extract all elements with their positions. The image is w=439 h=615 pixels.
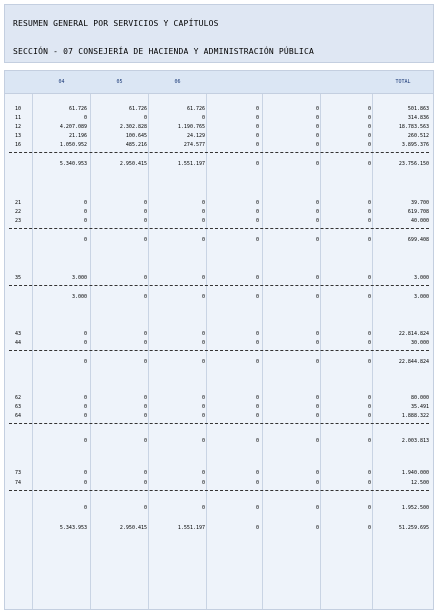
- cell-col6: 0: [367, 470, 371, 476]
- cell-05: 0: [143, 115, 147, 121]
- cell-col6: 0: [367, 200, 371, 206]
- cell-col6: 0: [367, 209, 371, 215]
- cell-04: 0: [83, 505, 87, 511]
- cell-col4: 0: [255, 115, 259, 121]
- cell-col5: 0: [315, 359, 319, 365]
- cell-05: 0: [143, 359, 147, 365]
- cell-total: 3.000: [413, 294, 429, 300]
- row-code: 10: [15, 106, 22, 112]
- subtotal-separator: [9, 285, 429, 286]
- cell-col6: 0: [367, 404, 371, 410]
- cell-05: 2.950.415: [119, 161, 147, 167]
- cell-col6: 0: [367, 106, 371, 112]
- row-code: 43: [15, 331, 22, 337]
- cell-col5: 0: [315, 340, 319, 346]
- subtotal-row: [5, 160, 433, 168]
- cell-05: 0: [143, 395, 147, 401]
- subtotal-separator: [9, 228, 429, 229]
- cell-col4: 0: [255, 413, 259, 419]
- cell-06: 0: [201, 115, 205, 121]
- cell-total: 18.783.563: [398, 124, 429, 130]
- cell-05: 0: [143, 209, 147, 215]
- cell-col6: 0: [367, 115, 371, 121]
- cell-04: 5.340.953: [59, 161, 87, 167]
- cell-05: 485.216: [125, 142, 147, 148]
- cell-total: 1.940.000: [401, 470, 429, 476]
- cell-col4: 0: [255, 331, 259, 337]
- cell-col4: 0: [255, 340, 259, 346]
- cell-04: 3.000: [71, 275, 87, 281]
- cell-col4: 0: [255, 438, 259, 444]
- table-row: [5, 403, 433, 411]
- cell-06: 0: [201, 413, 205, 419]
- cell-05: 0: [143, 200, 147, 206]
- cell-col5: 0: [315, 161, 319, 167]
- cell-06: 0: [201, 480, 205, 486]
- cell-col6: 0: [367, 124, 371, 130]
- table-row: [5, 412, 433, 420]
- cell-col5: 0: [315, 331, 319, 337]
- cell-04: 0: [83, 438, 87, 444]
- row-code: 23: [15, 218, 22, 224]
- subtotal-separator: [9, 490, 429, 491]
- column-header-04: 04: [58, 79, 65, 85]
- cell-total: 40.000: [410, 218, 429, 224]
- cell-total: 1.952.500: [401, 505, 429, 511]
- cell-col4: 0: [255, 218, 259, 224]
- column-header-05: 05: [116, 79, 123, 85]
- row-code: 44: [15, 340, 22, 346]
- cell-04: 61.726: [68, 106, 87, 112]
- cell-col4: 0: [255, 237, 259, 243]
- cell-06: 0: [201, 470, 205, 476]
- table-row: [5, 114, 433, 122]
- cell-col6: 0: [367, 161, 371, 167]
- cell-05: 0: [143, 480, 147, 486]
- column-header-row: [5, 71, 433, 94]
- column-header-blank: [321, 71, 372, 93]
- table-row: [5, 141, 433, 149]
- cell-total: 501.863: [407, 106, 429, 112]
- cell-col4: 0: [255, 480, 259, 486]
- cell-col5: 0: [315, 209, 319, 215]
- cell-col6: 0: [367, 275, 371, 281]
- cell-04: 0: [83, 480, 87, 486]
- cell-col4: 0: [255, 275, 259, 281]
- cell-total: 23.756.150: [398, 161, 429, 167]
- cell-04: 5.343.953: [59, 525, 87, 531]
- cell-col6: 0: [367, 218, 371, 224]
- cell-06: 0: [201, 438, 205, 444]
- column-header-blank: [207, 71, 262, 93]
- cell-col6: 0: [367, 359, 371, 365]
- grand-total-row: [5, 524, 433, 532]
- subtotal-separator: [9, 350, 429, 351]
- cell-col5: 0: [315, 480, 319, 486]
- table-row: [5, 123, 433, 131]
- cell-06: 0: [201, 294, 205, 300]
- cell-04: 3.000: [71, 294, 87, 300]
- subtotal-row: [5, 236, 433, 244]
- cell-06: 24.129: [186, 133, 205, 139]
- row-code: 74: [15, 480, 22, 486]
- table-row: [5, 394, 433, 402]
- cell-06: 0: [201, 331, 205, 337]
- cell-col5: 0: [315, 395, 319, 401]
- cell-total: 3.000: [413, 275, 429, 281]
- cell-col6: 0: [367, 237, 371, 243]
- cell-05: 0: [143, 470, 147, 476]
- table-row: [5, 217, 433, 225]
- cell-total: 12.500: [410, 480, 429, 486]
- cell-06: 0: [201, 237, 205, 243]
- cell-col5: 0: [315, 218, 319, 224]
- cell-04: 0: [83, 359, 87, 365]
- cell-06: 0: [201, 404, 205, 410]
- cell-col6: 0: [367, 395, 371, 401]
- cell-total: 35.491: [410, 404, 429, 410]
- cell-05: 0: [143, 438, 147, 444]
- cell-06: 0: [201, 200, 205, 206]
- cell-col4: 0: [255, 133, 259, 139]
- cell-05: 0: [143, 404, 147, 410]
- cell-col4: 0: [255, 294, 259, 300]
- cell-col5: 0: [315, 200, 319, 206]
- cell-04: 0: [83, 237, 87, 243]
- cell-06: 61.726: [186, 106, 205, 112]
- cell-col5: 0: [315, 525, 319, 531]
- table-row: [5, 479, 433, 487]
- cell-total: 22.814.824: [398, 331, 429, 337]
- table-row: [5, 469, 433, 477]
- row-code: 16: [15, 142, 22, 148]
- cell-06: 0: [201, 209, 205, 215]
- cell-col4: 0: [255, 209, 259, 215]
- cell-col4: 0: [255, 200, 259, 206]
- cell-05: 0: [143, 237, 147, 243]
- row-code: 11: [15, 115, 22, 121]
- cell-04: 0: [83, 209, 87, 215]
- summary-table: [4, 70, 434, 610]
- subtotal-row: [5, 293, 433, 301]
- cell-04: 0: [83, 470, 87, 476]
- cell-col4: 0: [255, 124, 259, 130]
- cell-col5: 0: [315, 470, 319, 476]
- cell-04: 0: [83, 413, 87, 419]
- row-code: 12: [15, 124, 22, 130]
- cell-total: 314.836: [407, 115, 429, 121]
- cell-col4: 0: [255, 395, 259, 401]
- column-header-blank: [263, 71, 320, 93]
- cell-06: 1.190.765: [177, 124, 205, 130]
- subtotal-row: [5, 358, 433, 366]
- table-row: [5, 105, 433, 113]
- table-row: [5, 132, 433, 140]
- cell-total: 699.408: [407, 237, 429, 243]
- cell-total: 3.895.376: [401, 142, 429, 148]
- section-title: SECCIÓN - 07 CONSEJERÍA DE HACIENDA Y ADMINISTRACIÓN PÚBLICA: [13, 47, 314, 56]
- cell-05: 2.950.415: [119, 525, 147, 531]
- cell-col6: 0: [367, 133, 371, 139]
- cell-total: 619.708: [407, 209, 429, 215]
- cell-05: 0: [143, 275, 147, 281]
- subtotal-separator: [9, 423, 429, 424]
- cell-05: 0: [143, 294, 147, 300]
- cell-05: 0: [143, 413, 147, 419]
- cell-total: 260.512: [407, 133, 429, 139]
- cell-col4: 0: [255, 505, 259, 511]
- cell-06: 1.551.197: [177, 525, 205, 531]
- cell-col5: 0: [315, 115, 319, 121]
- cell-total: 80.000: [410, 395, 429, 401]
- cell-04: 0: [83, 218, 87, 224]
- cell-col4: 0: [255, 161, 259, 167]
- cell-col4: 0: [255, 359, 259, 365]
- cell-04: 0: [83, 200, 87, 206]
- row-code: 73: [15, 470, 22, 476]
- cell-col5: 0: [315, 438, 319, 444]
- cell-06: 1.551.197: [177, 161, 205, 167]
- cell-05: 0: [143, 218, 147, 224]
- column-header-total: TOTAL: [395, 79, 411, 85]
- cell-col5: 0: [315, 413, 319, 419]
- cell-04: 0: [83, 115, 87, 121]
- row-code: 13: [15, 133, 22, 139]
- cell-col5: 0: [315, 124, 319, 130]
- cell-05: 0: [143, 331, 147, 337]
- report-title: RESUMEN GENERAL POR SERVICIOS Y CAPÍTULOS: [13, 19, 219, 28]
- cell-col5: 0: [315, 294, 319, 300]
- cell-05: 100.645: [125, 133, 147, 139]
- row-code: 62: [15, 395, 22, 401]
- cell-05: 0: [143, 505, 147, 511]
- cell-06: 0: [201, 505, 205, 511]
- cell-06: 0: [201, 218, 205, 224]
- cell-col5: 0: [315, 505, 319, 511]
- row-code: 35: [15, 275, 22, 281]
- row-code: 63: [15, 404, 22, 410]
- cell-col6: 0: [367, 438, 371, 444]
- table-row: [5, 199, 433, 207]
- cell-col4: 0: [255, 404, 259, 410]
- cell-06: 274.577: [183, 142, 205, 148]
- cell-05: 0: [143, 340, 147, 346]
- table-row: [5, 330, 433, 338]
- cell-col6: 0: [367, 294, 371, 300]
- cell-col5: 0: [315, 275, 319, 281]
- cell-col4: 0: [255, 142, 259, 148]
- cell-col5: 0: [315, 142, 319, 148]
- column-header-06: 06: [174, 79, 181, 85]
- cell-06: 0: [201, 340, 205, 346]
- cell-total: 1.888.322: [401, 413, 429, 419]
- table-row: [5, 339, 433, 347]
- cell-col4: 0: [255, 525, 259, 531]
- cell-col6: 0: [367, 340, 371, 346]
- cell-col6: 0: [367, 413, 371, 419]
- cell-06: 0: [201, 395, 205, 401]
- cell-col6: 0: [367, 142, 371, 148]
- cell-04: 0: [83, 404, 87, 410]
- cell-04: 21.196: [68, 133, 87, 139]
- cell-col6: 0: [367, 480, 371, 486]
- cell-06: 0: [201, 275, 205, 281]
- row-code: 64: [15, 413, 22, 419]
- cell-col6: 0: [367, 505, 371, 511]
- cell-col5: 0: [315, 133, 319, 139]
- row-code: 22: [15, 209, 22, 215]
- cell-col5: 0: [315, 404, 319, 410]
- cell-total: 39.700: [410, 200, 429, 206]
- table-row: [5, 208, 433, 216]
- cell-04: 0: [83, 395, 87, 401]
- cell-total: 2.003.813: [401, 438, 429, 444]
- cell-04: 1.050.952: [59, 142, 87, 148]
- subtotal-row: [5, 504, 433, 512]
- row-code: 21: [15, 200, 22, 206]
- cell-04: 0: [83, 340, 87, 346]
- cell-04: 4.207.089: [59, 124, 87, 130]
- cell-06: 0: [201, 359, 205, 365]
- cell-col4: 0: [255, 470, 259, 476]
- subtotal-row: [5, 437, 433, 445]
- cell-col4: 0: [255, 106, 259, 112]
- cell-col5: 0: [315, 106, 319, 112]
- cell-col6: 0: [367, 525, 371, 531]
- cell-col6: 0: [367, 331, 371, 337]
- cell-col5: 0: [315, 237, 319, 243]
- cell-total: 51.259.695: [398, 525, 429, 531]
- subtotal-separator: [9, 152, 429, 153]
- cell-total: 30.000: [410, 340, 429, 346]
- cell-05: 61.726: [128, 106, 147, 112]
- cell-total: 22.844.824: [398, 359, 429, 365]
- report-header: [4, 4, 434, 63]
- cell-04: 0: [83, 331, 87, 337]
- table-row: [5, 274, 433, 282]
- cell-05: 2.302.828: [119, 124, 147, 130]
